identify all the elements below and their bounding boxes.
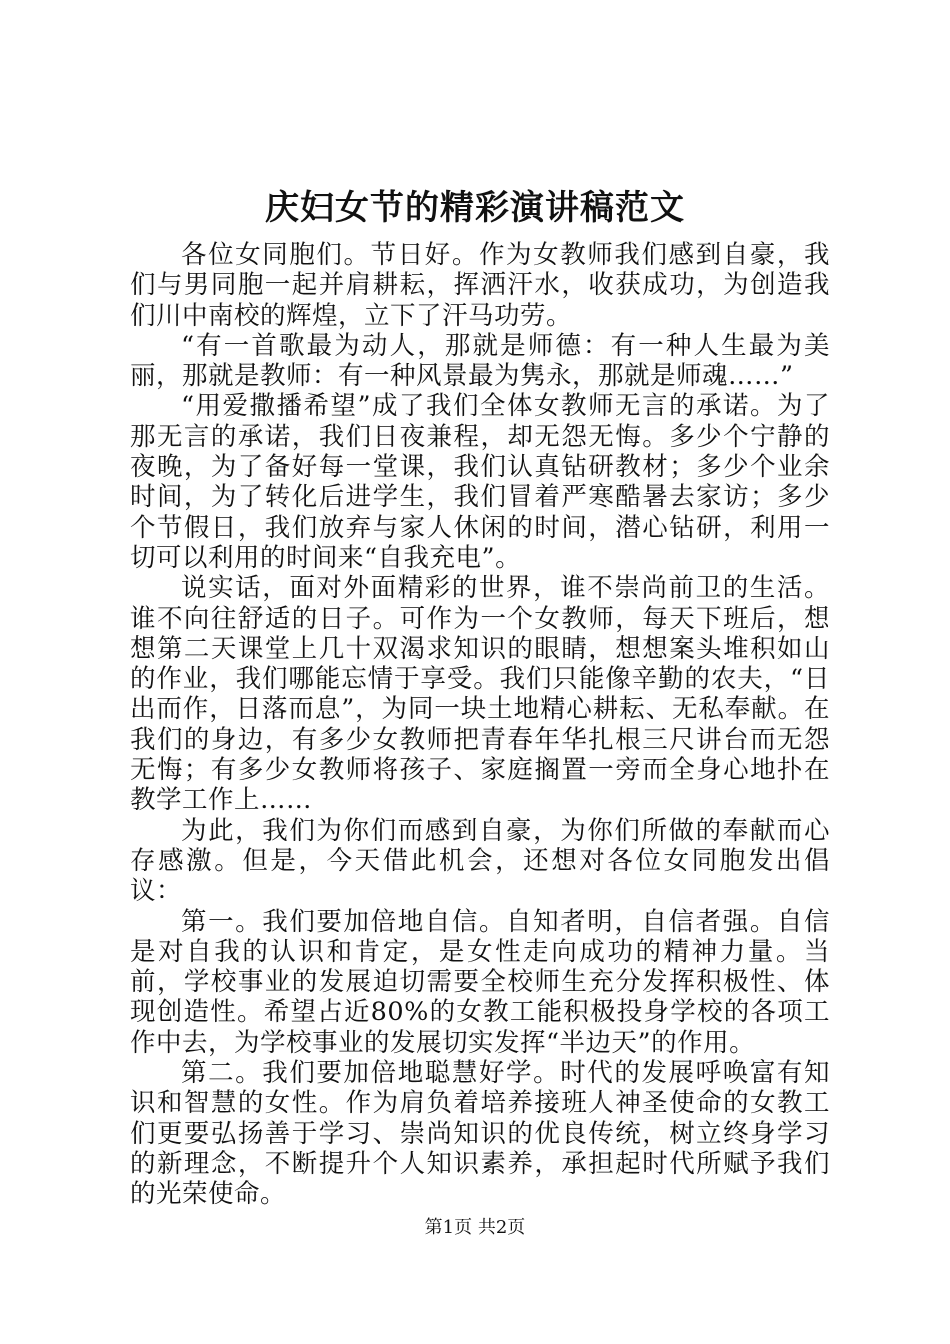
paragraph-3: “用爱撒播希望”成了我们全体女教师无言的承诺。为了那无言的承诺，我们日夜兼程，却无怨无悔。多少个宁静的夜晚，为了备好每一堂课，我们认真钻研教材；多少个业余时间，为了转化后进学生，我们冒着严寒酷暑去家访；多少个节假日，我们放弃与家人休闲的时间，潜心钻研，利用一切可以利用的时间来“自我充电”。 [130,391,830,573]
paragraph-7: 第二。我们要加倍地聪慧好学。时代的发展呼唤富有知识和智慧的女性。作为肩负着培养接班人神圣使命的女教工们更要弘扬善于学习、崇尚知识的优良传统，树立终身学习的新理念，不断提升个人知识素养，承担起时代所赋予我们的光荣使命。 [130,1058,830,1210]
paragraph-4: 说实话，面对外面精彩的世界，谁不崇尚前卫的生活。谁不向往舒适的日子。可作为一个女教师，每天下班后，想想第二天课堂上几十双渴求知识的眼睛，想想案头堆积如山的作业，我们哪能忘情于享受。我们只能像辛勤的农夫，“日出而作，日落而息”，为同一块土地精心耕耘、无私奉献。在我们的身边，有多少女教师把青春年华扎根三尺讲台而无怨无悔；有多少女教师将孩子、家庭搁置一旁而全身心地扑在教学工作上…… [130,573,830,816]
paragraph-5: 为此，我们为你们而感到自豪，为你们所做的奉献而心存感激。但是，今天借此机会，还想对各位女同胞发出倡议： [130,815,830,907]
document-title: 庆妇女节的精彩演讲稿范文 [265,188,685,228]
paragraph-1: 各位女同胞们。节日好。作为女教师我们感到自豪，我们与男同胞一起并肩耕耘，挥洒汗水，收获成功，为创造我们川中南校的辉煌，立下了汗马功劳。 [130,240,830,331]
paragraph-2: “有一首歌最为动人，那就是师德：有一种人生最为美丽，那就是教师：有一种风景最为隽永，那就是师魂……” [130,330,830,392]
document-body [130,240,830,1210]
page-number-footer: 第1页 共2页 [424,1217,526,1238]
paragraph-6: 第一。我们要加倍地自信。自知者明，自信者强。自信是对自我的认识和肯定，是女性走向成功的精神力量。当前，学校事业的发展迫切需要全校师生充分发挥积极性、体现创造性。希望占近80%的女教工能积极投身学校的各项工作中去，为学校事业的发展切实发挥“半边天”的作用。 [130,906,830,1058]
